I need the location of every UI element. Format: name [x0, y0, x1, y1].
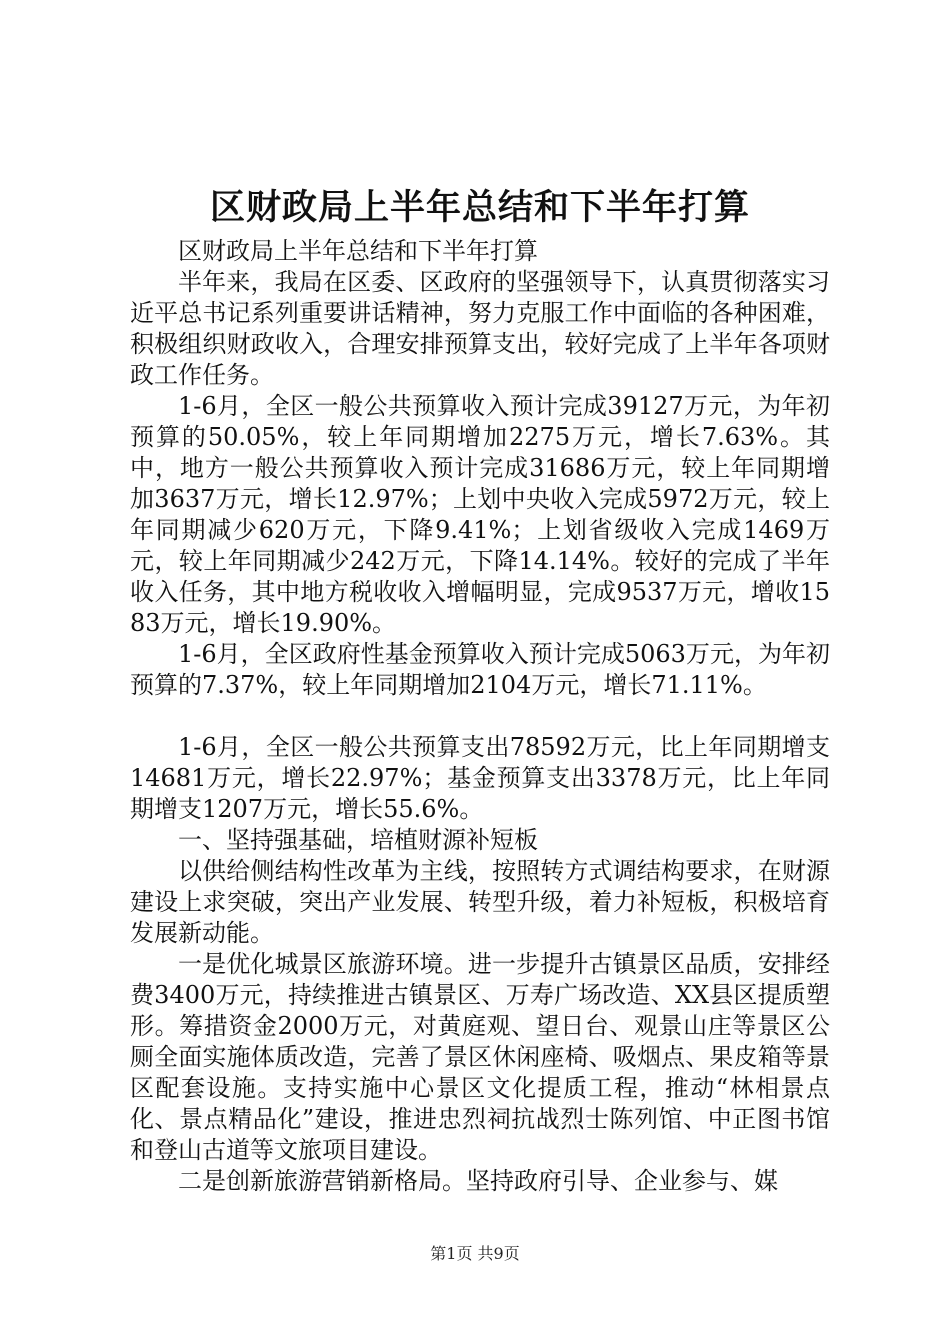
section-intro-paragraph: 以供给侧结构性改革为主线，按照转方式调结构要求，在财源建设上求突破，突出产业发展、转型升级，着力补短板，积极培育发展新动能。 [130, 857, 830, 947]
page-number-footer: 第1页 共9页 [430, 1244, 520, 1263]
document-title: 区财政局上半年总结和下半年打算 [209, 188, 750, 228]
fund-revenue-paragraph: 1-6月，全区政府性基金预算收入预计完成5063万元，为年初预算的7.37%，较上年同期增加2104万元，增长71.11%。 [130, 640, 830, 699]
intro-paragraph: 半年来，我局在区委、区政府的坚强领导下，认真贯彻落实习近平总书记系列重要讲话精神，努力克服工作中面临的各种困难，积极组织财政收入，合理安排预算支出，较好完成了上半年各项财政工作任务。 [130, 268, 830, 389]
document-page [130, 180, 830, 1197]
item-one-paragraph: 一是优化城景区旅游环境。进一步提升古镇景区品质，安排经费3400万元，持续推进古镇景区、万寿广场改造、XX县区提质塑形。筹措资金2000万元，对黄庭观、望日台、观景山庄等景区公厕全面实施体质改造，完善了景区休闲座椅、吸烟点、果皮箱等景区配套设施。支持实施中心景区文化提质工程，推动“林相景点化、景点精品化”建设，推进忠烈祠抗战烈士陈列馆、中正图书馆和登山古道等文旅项目建设。 [130, 950, 830, 1164]
section-heading: 一、坚持强基础，培植财源补短板 [178, 826, 538, 854]
blank-line [130, 701, 830, 732]
expenditure-paragraph: 1-6月，全区一般公共预算支出78592万元，比上年同期增支14681万元，增长22.97%；基金预算支出3378万元，比上年同期增支1207万元，增长55.6%。 [130, 733, 830, 823]
subtitle-paragraph: 区财政局上半年总结和下半年打算 [178, 237, 538, 265]
item-two-paragraph: 二是创新旅游营销新格局。坚持政府引导、企业参与、媒 [178, 1167, 778, 1195]
revenue-paragraph: 1-6月，全区一般公共预算收入预计完成39127万元，为年初预算的50.05%，较上年同期增加2275万元，增长7.63%。其中，地方一般公共预算收入预计完成31686万元，较上年同期增加3637万元，增长12.97%；上划中央收入完成5972万元，较上年同期减少620万元，下降9.41%；上划省级收入完成1469万元，较上年同期减少242万元，下降14.14%。较好的完成了半年收入任务，其中地方税收收入增幅明显，完成9537万元，增收1583万元，增长19.90%。 [130, 392, 830, 637]
